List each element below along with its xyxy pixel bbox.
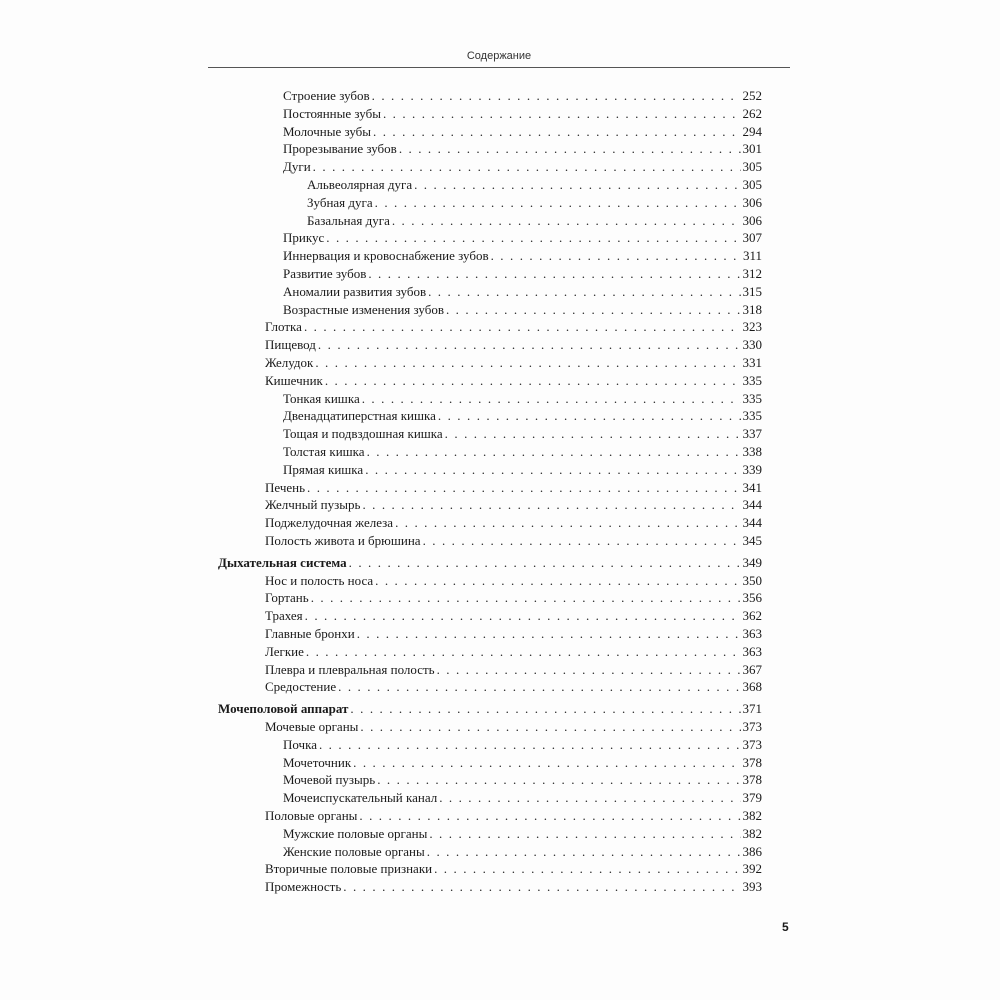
toc-entry-title: Альвеолярная дуга (307, 177, 413, 192)
toc-entry (307, 212, 762, 229)
toc-entry-page: 386 (742, 843, 762, 859)
toc-entry-page: 382 (742, 825, 762, 841)
toc-leader-dots (315, 354, 740, 371)
toc-entry-page: 363 (742, 626, 762, 641)
toc-entry-title: Дуги (283, 159, 311, 175)
toc-entry-page: 378 (742, 772, 762, 788)
toc-entry-title: Тощая и подвздошная кишка (283, 426, 443, 442)
toc-leader-dots (306, 643, 741, 660)
toc-leader-dots (359, 807, 740, 824)
toc-entry (283, 425, 762, 442)
toc-leader-dots (377, 771, 740, 788)
toc-entry-title: Глотка (265, 319, 302, 335)
toc-entry-title: Женские половые органы (283, 843, 425, 859)
toc-leader-dots (362, 496, 740, 513)
toc-entry-title: Кишечник (265, 372, 323, 388)
toc-entry (283, 771, 762, 788)
toc-entry-page: 373 (742, 736, 762, 752)
toc-entry (265, 678, 762, 695)
toc-entry (307, 194, 762, 211)
page-number: 5 (782, 920, 789, 934)
toc-leader-dots (325, 372, 741, 389)
toc-entry (283, 87, 762, 104)
toc-entry (265, 572, 762, 589)
toc-entry (265, 860, 762, 877)
toc-entry (265, 354, 762, 371)
toc-leader-dots (311, 589, 741, 606)
toc-entry (265, 661, 762, 678)
toc-leader-dots (428, 283, 740, 300)
toc-leader-dots (395, 514, 740, 531)
toc-entry (283, 247, 762, 264)
toc-section-entry (218, 554, 762, 571)
toc-entry (283, 123, 762, 140)
toc-entry-page: 318 (742, 301, 762, 317)
running-header: Содержание (466, 50, 532, 62)
toc-entry-page: 301 (742, 141, 762, 157)
toc-entry-page: 262 (742, 105, 762, 121)
toc-entry-page: 341 (742, 479, 762, 495)
toc-entry-page: 307 (742, 230, 762, 246)
toc-entry (265, 372, 762, 389)
toc-leader-dots (360, 718, 740, 735)
toc-entry (265, 589, 762, 606)
toc-entry-title: Мужские половые органы (283, 825, 428, 841)
toc-entry-title: Тонкая кишка (283, 390, 360, 406)
toc-entry-title: Иннервация и кровоснабжение зубов (283, 248, 489, 264)
toc-leader-dots (445, 425, 741, 442)
toc-entry (265, 607, 762, 624)
toc-leader-dots (305, 607, 741, 624)
toc-entry-page: 373 (742, 719, 762, 734)
toc-entry (265, 878, 762, 895)
toc-entry (265, 479, 762, 496)
toc-entry-page: 344 (742, 497, 762, 513)
toc-entry-title: Строение зубов (283, 88, 370, 103)
toc-entry-page: 335 (742, 372, 762, 388)
toc-entry-page: 363 (742, 643, 762, 659)
toc-entry (283, 158, 762, 175)
toc-entry (283, 390, 762, 407)
toc-leader-dots (307, 479, 740, 496)
toc-leader-dots (350, 700, 740, 717)
toc-entry-page: 306 (742, 212, 762, 228)
toc-leader-dots (423, 532, 741, 549)
toc-leader-dots (446, 301, 741, 318)
toc-leader-dots (375, 194, 741, 211)
toc-entry-title: Аномалии развития зубов (283, 283, 427, 299)
toc-leader-dots (362, 390, 741, 407)
toc-entry (283, 789, 762, 806)
toc-entry (265, 318, 762, 335)
toc-leader-dots (357, 625, 741, 642)
toc-entry-title: Желчный пузырь (265, 497, 361, 513)
toc-entry (283, 301, 762, 318)
toc-entry-title: Толстая кишка (283, 444, 365, 459)
toc-entry-title: Средостение (265, 679, 337, 695)
toc-entry (265, 336, 762, 353)
toc-entry-page: 338 (742, 444, 762, 459)
toc-leader-dots (304, 318, 741, 335)
toc-leader-dots (375, 572, 740, 589)
toc-entry-title: Развитие зубов (283, 266, 367, 281)
toc-entry-page: 339 (742, 461, 762, 477)
toc-leader-dots (439, 789, 740, 806)
toc-entry-title: Зубная дуга (307, 194, 373, 210)
toc-entry-title: Плевра и плевральная полость (265, 661, 435, 677)
toc-entry-page: 393 (742, 879, 762, 895)
toc-entry-page: 335 (742, 390, 762, 406)
toc-leader-dots (383, 105, 741, 122)
toc-entry-page: 312 (742, 266, 762, 281)
toc-entry-page: 362 (742, 608, 762, 624)
toc-entry-page: 345 (742, 533, 762, 548)
toc-leader-dots (318, 336, 741, 353)
toc-entry-title: Гортань (265, 590, 309, 606)
toc-entry-page: 378 (742, 754, 762, 770)
toc-leader-dots (372, 87, 741, 104)
toc-entry-title: Мочеточник (283, 754, 352, 770)
toc-entry-title: Молочные зубы (283, 123, 372, 139)
toc-entry-page: 379 (742, 790, 762, 806)
toc-entry-title: Прямая кишка (283, 461, 364, 477)
toc-entry-title: Пищевод (265, 337, 316, 353)
toc-entry-title: Дыхательная система (218, 554, 347, 570)
toc-entry-title: Мочеиспускательный канал (283, 790, 438, 806)
toc-entry-page: 392 (742, 861, 762, 877)
toc-entry (283, 407, 762, 424)
toc-entry (283, 443, 762, 460)
toc-entry (265, 496, 762, 513)
toc-entry (283, 736, 762, 753)
toc-entry-title: Вторичные половые признаки (265, 861, 433, 877)
toc-entry (265, 532, 762, 549)
toc-leader-dots (438, 407, 741, 424)
toc-entry-page: 306 (742, 194, 762, 210)
toc-entry-title: Мочеполовой аппарат (218, 701, 349, 717)
toc-leader-dots (365, 461, 740, 478)
toc-entry-page: 311 (742, 248, 762, 264)
toc-entry-title: Мочевые органы (265, 719, 359, 734)
toc-entry-title: Постоянные зубы (283, 105, 381, 121)
toc-entry (283, 461, 762, 478)
toc-entry-title: Главные бронхи (265, 626, 355, 641)
toc-leader-dots (427, 843, 741, 860)
toc-entry-title: Промежность (265, 879, 342, 895)
toc-entry-page: 367 (742, 661, 762, 677)
toc-entry-page: 337 (742, 426, 762, 442)
toc-section-entry (218, 700, 762, 717)
toc-entry-title: Нос и полость носа (265, 572, 374, 588)
toc-entry-page: 305 (742, 177, 762, 192)
toc-entry-title: Двенадцатиперстная кишка (283, 408, 436, 424)
toc-entry (283, 843, 762, 860)
toc-entry (283, 283, 762, 300)
toc-leader-dots (414, 176, 740, 193)
toc-entry-page: 349 (742, 554, 762, 570)
toc-leader-dots (367, 443, 741, 460)
toc-leader-dots (353, 754, 740, 771)
toc-leader-dots (326, 229, 740, 246)
toc-entry (283, 265, 762, 282)
toc-leader-dots (343, 878, 740, 895)
toc-entry-title: Почка (283, 736, 317, 752)
toc-entry-title: Желудок (265, 355, 314, 370)
toc-entry-title: Половые органы (265, 808, 358, 823)
toc-leader-dots (338, 678, 740, 695)
toc-entry-page: 344 (742, 515, 762, 531)
toc-entry (283, 105, 762, 122)
toc-entry (283, 825, 762, 842)
toc-entry-title: Прорезывание зубов (283, 141, 397, 157)
toc-leader-dots (319, 736, 741, 753)
toc-entry-page: 350 (742, 572, 762, 588)
toc-leader-dots (368, 265, 740, 282)
toc-entry (265, 514, 762, 531)
toc-entry-page: 294 (742, 123, 762, 139)
toc-entry-page: 356 (742, 590, 762, 606)
toc-leader-dots (437, 661, 741, 678)
toc-entry-title: Печень (265, 479, 306, 495)
toc-entry-page: 305 (742, 159, 762, 175)
toc-entry-title: Поджелудочная железа (265, 515, 394, 531)
toc-leader-dots (313, 158, 741, 175)
toc-entry (283, 754, 762, 771)
toc-entry-page: 382 (742, 808, 762, 823)
toc-leader-dots (434, 860, 740, 877)
toc-leader-dots (349, 554, 741, 571)
toc-entry-title: Мочевой пузырь (283, 772, 376, 788)
toc-entry-title: Прикус (283, 230, 325, 246)
toc-leader-dots (491, 247, 741, 264)
toc-leader-dots (373, 123, 740, 140)
toc-entry (283, 140, 762, 157)
toc-entry-title: Легкие (265, 643, 304, 659)
toc-entry-page: 331 (742, 355, 762, 370)
toc-entry-page: 371 (742, 701, 762, 717)
toc-entry-page: 252 (742, 88, 762, 103)
toc-entry (265, 807, 762, 824)
toc-entry (307, 176, 762, 193)
toc-entry-title: Трахея (265, 608, 303, 624)
toc-entry-title: Базальная дуга (307, 212, 390, 228)
toc-leader-dots (399, 140, 741, 157)
toc-entry-page: 330 (742, 337, 762, 353)
toc-entry (283, 229, 762, 246)
toc-entry-page: 315 (742, 283, 762, 299)
toc-entry-title: Полость живота и брюшина (265, 533, 421, 548)
toc-entry-page: 335 (742, 408, 762, 424)
toc-entry-page: 368 (742, 679, 762, 695)
toc-entry (265, 625, 762, 642)
toc-entry-title: Возрастные изменения зубов (283, 301, 444, 317)
toc-entry (265, 718, 762, 735)
toc-entry-page: 323 (742, 319, 762, 335)
toc-leader-dots (429, 825, 740, 842)
toc-leader-dots (392, 212, 741, 229)
toc-entry (265, 643, 762, 660)
